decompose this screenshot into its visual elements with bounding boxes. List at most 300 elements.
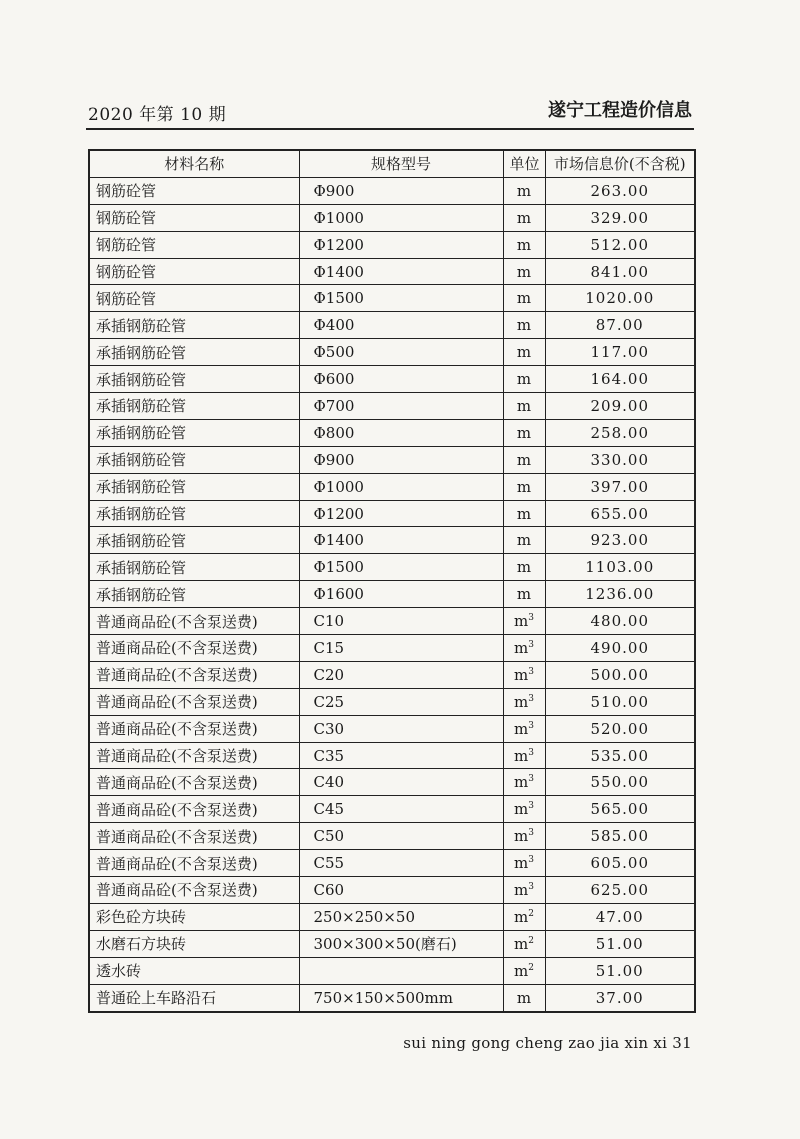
price-cell: [545, 581, 695, 608]
price-cell-text: 490.00: [590, 638, 649, 657]
unit-exponent: 3: [528, 855, 534, 866]
table-row: [89, 742, 695, 769]
spec-cell: [299, 258, 503, 285]
spec-cell: [299, 554, 503, 581]
price-cell: [545, 930, 695, 957]
material-name-cell: [89, 850, 299, 877]
price-cell-text: 480.00: [590, 612, 649, 631]
spec-cell-text: Φ1600: [313, 585, 364, 604]
price-cell: [545, 204, 695, 231]
material-name-cell-text: 钢筋砼管: [96, 182, 157, 201]
price-cell-text: 1020.00: [585, 289, 655, 308]
price-cell: [545, 769, 695, 796]
spec-cell-text: C40: [313, 773, 345, 792]
spec-cell-text: Φ700: [313, 396, 355, 415]
table-row: [89, 903, 695, 930]
spec-cell: [299, 957, 503, 984]
price-cell-text: 1103.00: [585, 558, 655, 577]
unit-cell-text: m: [514, 854, 529, 873]
price-cell: [545, 419, 695, 446]
table-row: [89, 285, 695, 312]
spec-cell: [299, 903, 503, 930]
spec-cell: [299, 796, 503, 823]
material-name-cell-text: 普通商品砼(不含泵送费): [96, 693, 258, 712]
spec-cell: [299, 581, 503, 608]
material-name-cell: [89, 715, 299, 742]
spec-cell-text: Φ900: [313, 181, 355, 200]
unit-cell: [503, 393, 545, 420]
issue-label: 2020 年第 10 期: [88, 105, 227, 125]
material-name-cell: [89, 177, 299, 204]
material-name-cell: [89, 608, 299, 635]
material-name-cell: [89, 581, 299, 608]
table-row: [89, 796, 695, 823]
table-row: [89, 661, 695, 688]
table-row: [89, 608, 695, 635]
header-material-name: 材料名称: [89, 150, 299, 177]
material-name-cell: [89, 957, 299, 984]
spec-cell: [299, 715, 503, 742]
price-cell: [545, 339, 695, 366]
price-cell-text: 500.00: [590, 665, 649, 684]
spec-cell-text: C25: [313, 692, 345, 711]
unit-cell-text: m: [514, 800, 529, 819]
spec-cell-text: 250×250×50: [313, 907, 415, 926]
unit-cell-text: m: [516, 504, 532, 523]
material-name-cell-text: 普通商品砼(不含泵送费): [96, 854, 258, 873]
spec-cell-text: Φ500: [313, 343, 355, 362]
spec-cell-text: C20: [313, 665, 345, 684]
unit-cell-text: m: [514, 692, 529, 711]
unit-cell: [503, 930, 545, 957]
price-cell-text: 47.00: [595, 907, 644, 926]
material-name-cell-text: 普通商品砼(不含泵送费): [96, 612, 258, 631]
unit-cell-text: m: [516, 343, 532, 362]
spec-cell: [299, 393, 503, 420]
table-row: [89, 339, 695, 366]
price-cell: [545, 285, 695, 312]
unit-cell: [503, 635, 545, 662]
price-table-container: [88, 149, 694, 1013]
unit-exponent: 3: [528, 720, 534, 731]
price-cell-text: 510.00: [590, 692, 649, 711]
material-name-cell: [89, 527, 299, 554]
spec-cell-text: Φ1200: [313, 504, 364, 523]
unit-exponent: 3: [528, 801, 534, 812]
spec-cell-text: Φ400: [313, 316, 355, 335]
material-name-cell: [89, 366, 299, 393]
material-name-cell-text: 承插钢筋砼管: [96, 316, 187, 335]
spec-cell-text: Φ1000: [313, 208, 364, 227]
price-cell: [545, 527, 695, 554]
unit-cell: [503, 742, 545, 769]
table-row: [89, 581, 695, 608]
unit-exponent: 3: [528, 747, 534, 758]
spec-cell: [299, 312, 503, 339]
spec-cell: [299, 500, 503, 527]
price-cell-text: 585.00: [590, 827, 649, 846]
spec-cell: [299, 984, 503, 1011]
unit-cell-text: m: [516, 585, 532, 604]
spec-cell: [299, 930, 503, 957]
table-row: [89, 850, 695, 877]
material-name-cell-text: 普通商品砼(不含泵送费): [96, 881, 258, 900]
price-cell-text: 330.00: [590, 450, 649, 469]
material-name-cell-text: 承插钢筋砼管: [96, 505, 187, 524]
spec-cell: [299, 688, 503, 715]
unit-cell-text: m: [516, 316, 532, 335]
table-row: [89, 393, 695, 420]
material-name-cell-text: 承插钢筋砼管: [96, 424, 187, 443]
unit-exponent: 3: [528, 774, 534, 785]
spec-cell: [299, 742, 503, 769]
price-cell: [545, 984, 695, 1011]
unit-cell: [503, 312, 545, 339]
price-cell: [545, 850, 695, 877]
unit-exponent: 3: [528, 693, 534, 704]
material-name-cell-text: 钢筋砼管: [96, 289, 157, 308]
material-name-cell: [89, 823, 299, 850]
spec-cell: [299, 366, 503, 393]
material-name-cell: [89, 446, 299, 473]
material-name-cell: [89, 393, 299, 420]
material-name-cell: [89, 984, 299, 1011]
spec-cell: [299, 177, 503, 204]
spec-cell-text: Φ1400: [313, 531, 364, 550]
price-cell: [545, 877, 695, 904]
table-row: [89, 688, 695, 715]
material-name-cell: [89, 312, 299, 339]
price-cell-text: 87.00: [595, 316, 644, 335]
unit-exponent: 3: [528, 666, 534, 677]
price-cell: [545, 473, 695, 500]
spec-cell: [299, 285, 503, 312]
spec-cell-text: C60: [313, 880, 345, 899]
unit-exponent: 3: [528, 881, 534, 892]
unit-cell: [503, 688, 545, 715]
material-name-cell: [89, 285, 299, 312]
table-row: [89, 554, 695, 581]
material-name-cell: [89, 769, 299, 796]
material-name-cell-text: 钢筋砼管: [96, 209, 157, 228]
price-cell: [545, 957, 695, 984]
unit-cell: [503, 877, 545, 904]
material-name-cell: [89, 796, 299, 823]
material-name-cell: [89, 554, 299, 581]
material-name-cell-text: 承插钢筋砼管: [96, 531, 187, 550]
table-row: [89, 312, 695, 339]
price-cell: [545, 742, 695, 769]
spec-cell-text: C15: [313, 638, 345, 657]
header-unit: 单位: [503, 150, 545, 177]
spec-cell-text: C55: [313, 854, 345, 873]
unit-cell: [503, 500, 545, 527]
spec-cell: [299, 850, 503, 877]
material-name-cell-text: 普通商品砼(不含泵送费): [96, 827, 258, 846]
price-cell: [545, 635, 695, 662]
spec-cell: [299, 769, 503, 796]
material-name-cell: [89, 204, 299, 231]
spec-cell-text: 300×300×50(磨石): [313, 935, 457, 954]
material-name-cell: [89, 635, 299, 662]
table-row: [89, 258, 695, 285]
unit-cell-text: m: [516, 558, 532, 577]
spec-cell-text: Φ1000: [313, 477, 364, 496]
unit-cell-text: m: [514, 773, 529, 792]
material-name-cell: [89, 688, 299, 715]
unit-cell: [503, 903, 545, 930]
spec-cell-text: 750×150×500mm: [313, 988, 453, 1007]
unit-exponent: 2: [528, 962, 534, 973]
price-cell-text: 117.00: [590, 343, 649, 362]
unit-cell: [503, 473, 545, 500]
table-row: [89, 366, 695, 393]
spec-cell: [299, 527, 503, 554]
material-name-cell-text: 承插钢筋砼管: [96, 370, 187, 389]
price-cell: [545, 446, 695, 473]
unit-cell-text: m: [514, 961, 529, 980]
unit-cell-text: m: [514, 746, 529, 765]
price-cell-text: 565.00: [590, 800, 649, 819]
price-cell-text: 37.00: [595, 988, 644, 1007]
unit-cell: [503, 984, 545, 1011]
price-cell-text: 923.00: [590, 531, 649, 550]
unit-cell-text: m: [514, 665, 529, 684]
spec-cell-text: Φ900: [313, 450, 355, 469]
unit-cell-text: m: [516, 208, 532, 227]
unit-cell: [503, 258, 545, 285]
price-cell: [545, 231, 695, 258]
unit-cell: [503, 446, 545, 473]
spec-cell-text: Φ1200: [313, 235, 364, 254]
unit-exponent: 2: [528, 908, 534, 919]
price-cell-text: 550.00: [590, 773, 649, 792]
unit-exponent: 3: [528, 613, 534, 624]
table-body: [89, 177, 695, 1011]
spec-cell-text: Φ1400: [313, 262, 364, 281]
table-row: [89, 204, 695, 231]
header-divider: [86, 128, 694, 130]
unit-exponent: 2: [528, 935, 534, 946]
unit-cell-text: m: [516, 450, 532, 469]
price-cell-text: 51.00: [595, 961, 644, 980]
publication-title: 遂宁工程造价信息: [548, 100, 692, 121]
spec-cell: [299, 446, 503, 473]
material-name-cell: [89, 419, 299, 446]
price-cell-text: 51.00: [595, 934, 644, 953]
price-cell: [545, 500, 695, 527]
spec-cell-text: C10: [313, 612, 345, 631]
header-price: 市场信息价(不含税): [545, 150, 695, 177]
table-row: [89, 419, 695, 446]
table-row: [89, 877, 695, 904]
table-row: [89, 177, 695, 204]
unit-cell-text: m: [514, 880, 529, 899]
unit-cell: [503, 823, 545, 850]
price-cell: [545, 366, 695, 393]
material-name-cell: [89, 339, 299, 366]
unit-cell: [503, 554, 545, 581]
unit-cell-text: m: [514, 827, 529, 846]
unit-cell: [503, 204, 545, 231]
spec-cell-text: Φ600: [313, 370, 355, 389]
unit-cell-text: m: [516, 531, 532, 550]
unit-cell: [503, 850, 545, 877]
price-cell-text: 397.00: [590, 477, 649, 496]
table-row: [89, 715, 695, 742]
price-cell: [545, 715, 695, 742]
unit-cell: [503, 285, 545, 312]
material-name-cell-text: 承插钢筋砼管: [96, 397, 187, 416]
table-row: [89, 930, 695, 957]
price-cell: [545, 608, 695, 635]
material-name-cell-text: 彩色砼方块砖: [96, 908, 187, 927]
unit-cell: [503, 339, 545, 366]
unit-cell-text: m: [516, 370, 532, 389]
spec-cell: [299, 823, 503, 850]
spec-cell: [299, 204, 503, 231]
unit-cell-text: m: [516, 235, 532, 254]
material-name-cell: [89, 661, 299, 688]
table-row: [89, 769, 695, 796]
unit-cell-text: m: [514, 638, 529, 657]
spec-cell: [299, 473, 503, 500]
header-spec: 规格型号: [299, 150, 503, 177]
price-cell-text: 520.00: [590, 719, 649, 738]
material-name-cell-text: 钢筋砼管: [96, 263, 157, 281]
material-name-cell-text: 普通砼上车路沿石: [96, 989, 217, 1008]
price-cell-text: 258.00: [590, 423, 649, 442]
price-cell-text: 655.00: [590, 504, 649, 523]
spec-cell: [299, 231, 503, 258]
price-cell-text: 625.00: [590, 880, 649, 899]
price-cell-text: 329.00: [590, 208, 649, 227]
price-cell: [545, 177, 695, 204]
unit-cell: [503, 769, 545, 796]
material-name-cell-text: 普通商品砼(不含泵送费): [96, 666, 258, 685]
price-cell-text: 535.00: [590, 746, 649, 765]
material-name-cell-text: 钢筋砼管: [96, 236, 157, 255]
material-name-cell: [89, 903, 299, 930]
unit-cell: [503, 419, 545, 446]
table-row: [89, 984, 695, 1011]
price-table: [88, 149, 696, 1013]
price-cell-text: 1236.00: [585, 585, 655, 604]
unit-cell-text: m: [516, 262, 532, 281]
unit-cell: [503, 608, 545, 635]
unit-cell-text: m: [514, 612, 529, 631]
price-cell: [545, 688, 695, 715]
spec-cell-text: Φ800: [313, 423, 355, 442]
price-cell: [545, 823, 695, 850]
table-row: [89, 527, 695, 554]
price-cell-text: 263.00: [590, 181, 649, 200]
spec-cell-text: C45: [313, 800, 345, 819]
price-cell: [545, 393, 695, 420]
table-row: [89, 957, 695, 984]
price-cell: [545, 796, 695, 823]
unit-cell-text: m: [516, 289, 532, 308]
price-cell: [545, 661, 695, 688]
unit-cell: [503, 661, 545, 688]
spec-cell: [299, 339, 503, 366]
table-row: [89, 823, 695, 850]
unit-cell: [503, 177, 545, 204]
spec-cell: [299, 419, 503, 446]
material-name-cell-text: 普通商品砼(不含泵送费): [96, 800, 258, 819]
unit-cell-text: m: [514, 719, 529, 738]
material-name-cell-text: 承插钢筋砼管: [96, 343, 187, 362]
unit-cell-text: m: [516, 181, 532, 200]
material-name-cell-text: 普通商品砼(不含泵送费): [96, 747, 258, 766]
unit-cell: [503, 957, 545, 984]
price-cell-text: 841.00: [590, 262, 649, 281]
material-name-cell-text: 承插钢筋砼管: [96, 478, 187, 497]
material-name-cell-text: 普通商品砼(不含泵送费): [96, 720, 258, 739]
unit-exponent: 3: [528, 828, 534, 839]
material-name-cell: [89, 500, 299, 527]
unit-exponent: 3: [528, 639, 534, 650]
material-name-cell-text: 水磨石方块砖: [96, 935, 187, 954]
price-cell: [545, 903, 695, 930]
price-cell-text: 209.00: [590, 396, 649, 415]
unit-cell-text: m: [514, 934, 529, 953]
unit-cell-text: m: [514, 907, 529, 926]
unit-cell: [503, 527, 545, 554]
material-name-cell: [89, 231, 299, 258]
price-cell: [545, 312, 695, 339]
table-row: [89, 500, 695, 527]
table-header-row: [89, 150, 695, 177]
spec-cell-text: C35: [313, 746, 345, 765]
spec-cell: [299, 635, 503, 662]
unit-cell: [503, 715, 545, 742]
spec-cell: [299, 608, 503, 635]
price-cell-text: 605.00: [590, 854, 649, 873]
unit-cell-text: m: [516, 477, 532, 496]
spec-cell-text: Φ1500: [313, 558, 364, 577]
unit-cell-text: m: [516, 988, 532, 1007]
unit-cell: [503, 796, 545, 823]
table-row: [89, 473, 695, 500]
unit-cell: [503, 231, 545, 258]
price-cell: [545, 258, 695, 285]
material-name-cell: [89, 877, 299, 904]
price-cell-text: 164.00: [590, 370, 649, 389]
material-name-cell: [89, 473, 299, 500]
spec-cell: [299, 661, 503, 688]
unit-cell: [503, 366, 545, 393]
spec-cell-text: C50: [313, 827, 345, 846]
table-row: [89, 635, 695, 662]
price-cell-text: 512.00: [590, 235, 649, 254]
spec-cell: [299, 877, 503, 904]
material-name-cell: [89, 258, 299, 285]
unit-cell-text: m: [516, 396, 532, 415]
material-name-cell-text: 承插钢筋砼管: [96, 451, 187, 470]
material-name-cell-text: 普通商品砼(不含泵送费): [96, 639, 258, 658]
unit-cell-text: m: [516, 423, 532, 442]
page-footer: sui ning gong cheng zao jia xin xi 31: [403, 1034, 692, 1052]
material-name-cell-text: 承插钢筋砼管: [96, 558, 187, 577]
material-name-cell: [89, 742, 299, 769]
material-name-cell-text: 透水砖: [96, 962, 142, 981]
table-row: [89, 231, 695, 258]
price-cell: [545, 554, 695, 581]
spec-cell-text: C30: [313, 719, 345, 738]
material-name-cell: [89, 930, 299, 957]
material-name-cell-text: 普通商品砼(不含泵送费): [96, 773, 258, 792]
